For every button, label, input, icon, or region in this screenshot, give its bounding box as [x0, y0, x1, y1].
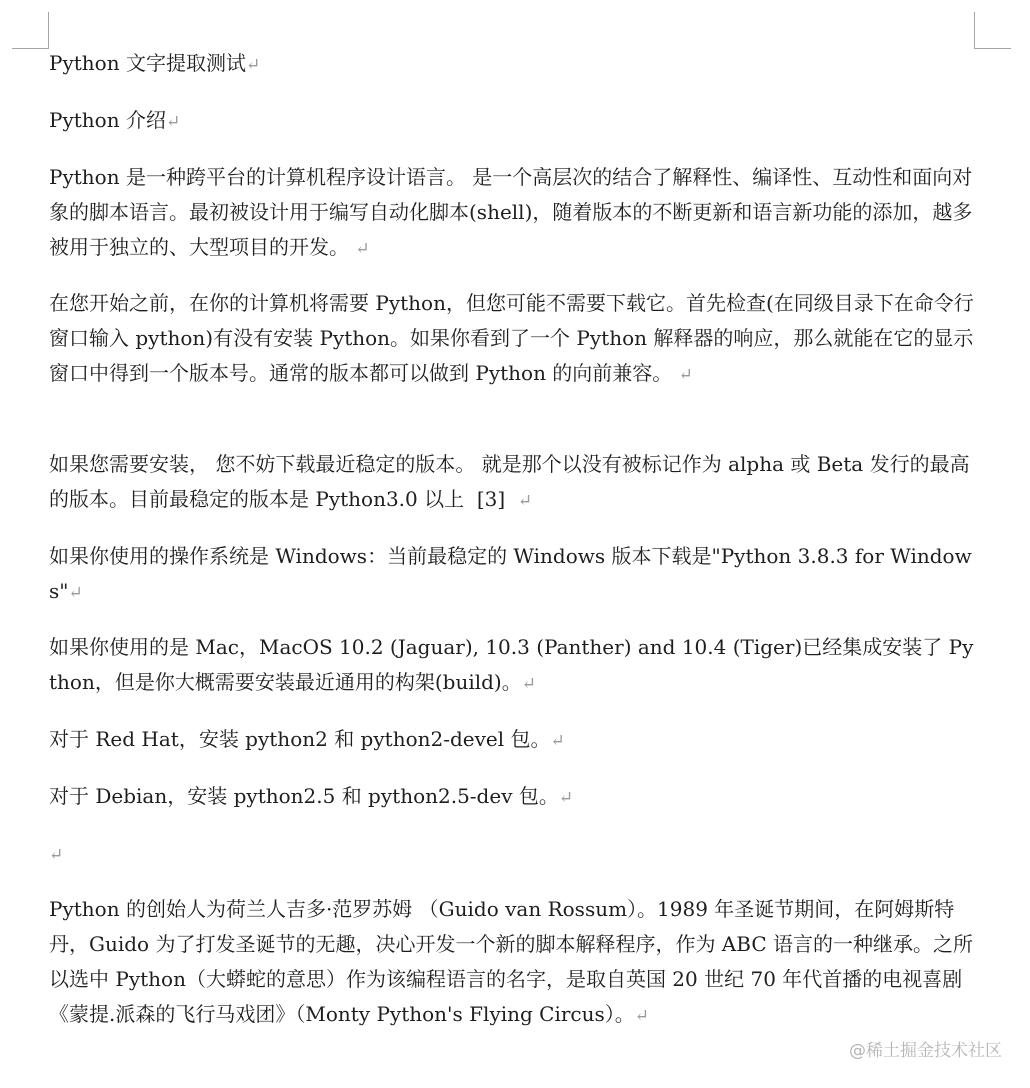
paragraph-mark-icon: ↵	[68, 583, 83, 603]
section-heading[interactable]: Python 介绍↵	[49, 108, 181, 132]
paragraph-mark-icon: ↵	[355, 239, 370, 259]
page-corner-mark-top-left	[12, 12, 49, 49]
paragraph-before-start[interactable]: 在您开始之前，在你的计算机将需要 Python，但您可能不需要下载它。首先检查(在同级目录下在命令行窗口输入 python)有没有安装 Python。如果你看到了一个 Python 解释器的响应，那么就能在它的显示窗口中得到一个版本号。通常的版本都可以做到 Python 的向前兼容。 ↵	[49, 291, 974, 385]
paragraph-debian[interactable]: 对于 Debian，安装 python2.5 和 python2.5-dev 包。↵	[49, 784, 574, 808]
paragraph-mark-icon: ↵	[558, 788, 574, 808]
paragraph-mark-icon: ↵	[678, 365, 693, 385]
page-corner-mark-top-right	[974, 12, 1011, 49]
paragraph-mark-icon: ↵	[634, 1006, 650, 1026]
paragraph-windows[interactable]: 如果你使用的操作系统是 Windows：当前最稳定的 Windows 版本下载是"Python 3.8.3 for Windows"↵	[49, 544, 972, 603]
paragraph-mark-icon: ↵	[245, 55, 261, 75]
paragraph-redhat[interactable]: 对于 Red Hat，安装 python2 和 python2-devel 包。↵	[49, 727, 565, 751]
paragraph-overview[interactable]: Python 是一种跨平台的计算机程序设计语言。 是一个高层次的结合了解释性、编译性、互动性和面向对象的脚本语言。最初被设计用于编写自动化脚本(shell)，随着版本的不断更新和语言新功能的添加，越多被用于独立的、大型项目的开发。 ↵	[49, 165, 973, 259]
empty-paragraph[interactable]	[49, 836, 63, 873]
paragraph-mark-icon: ↵	[550, 731, 565, 751]
paragraph-mark-icon: ↵	[49, 845, 64, 865]
watermark: @稀土掘金技术社区	[849, 1041, 1002, 1061]
paragraph-mac[interactable]: 如果你使用的是 Mac，MacOS 10.2 (Jaguar), 10.3 (Panther) and 10.4 (Tiger)已经集成安装了 Python，但是你大概需要安装最近通用的构架(build)。↵	[49, 635, 974, 694]
paragraph-history[interactable]: Python 的创始人为荷兰人吉多·范罗苏姆 （Guido van Rossum）。1989 年圣诞节期间，在阿姆斯特丹，Guido 为了打发圣诞节的无趣，决心开发一个新的脚本解释程序，作为 ABC 语言的一种继承。之所以选中 Python（大蟒蛇的意思）作为该编程语言的名字，是取自英国 20 世纪 70 年代首播的电视喜剧《蒙提.派森的飞行马戏团》（Monty Python's Flying Circus）。↵	[49, 897, 973, 1026]
paragraph-mark-icon: ↵	[165, 112, 181, 132]
document-title[interactable]: Python 文字提取测试↵	[49, 51, 261, 75]
paragraph-install[interactable]: 如果您需要安装， 您不妨下载最近稳定的版本。 就是那个以没有被标记作为 alpha 或 Beta 发行的最高的版本。目前最稳定的版本是 Python3.0 以上 [3] ↵	[49, 452, 970, 511]
paragraph-mark-icon: ↵	[521, 674, 536, 694]
paragraph-mark-icon: ↵	[517, 491, 533, 511]
